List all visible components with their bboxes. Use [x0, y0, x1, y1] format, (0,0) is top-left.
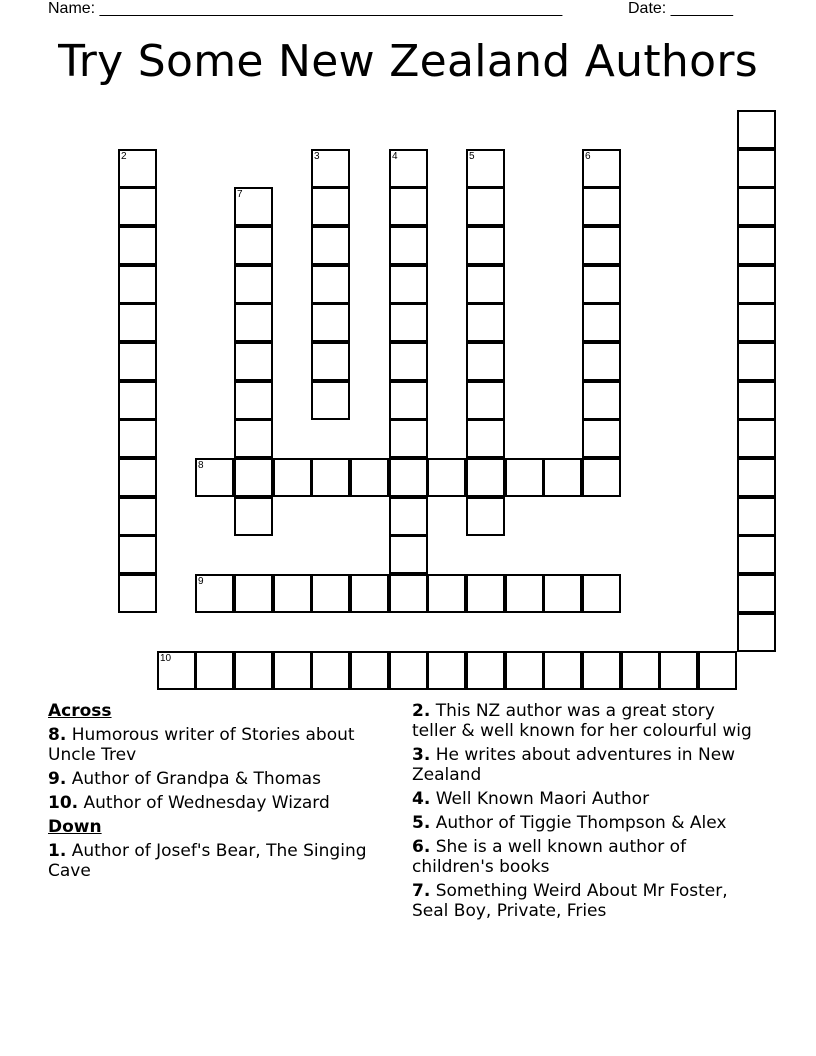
crossword-cell[interactable] — [389, 342, 428, 381]
crossword-cell[interactable] — [466, 226, 505, 265]
crossword-cell[interactable] — [466, 149, 505, 188]
crossword-cell[interactable] — [389, 497, 428, 536]
crossword-cell[interactable] — [737, 419, 776, 458]
clue-item — [412, 881, 762, 921]
crossword-cell[interactable] — [737, 613, 776, 652]
clue-item-number: 5. — [412, 813, 431, 833]
clue-item — [412, 837, 762, 877]
clue-item — [412, 745, 762, 785]
clue-item-text: She is a well known author of children's books — [412, 837, 687, 877]
clue-number: 6 — [585, 151, 591, 162]
crossword-cell[interactable] — [466, 651, 505, 690]
crossword-cell[interactable] — [118, 497, 157, 536]
crossword-cell[interactable] — [195, 574, 234, 613]
crossword-cell[interactable] — [466, 187, 505, 226]
clue-item — [48, 841, 388, 881]
clue-item-number: 2. — [412, 701, 431, 721]
crossword-cell[interactable] — [737, 187, 776, 226]
across-clue-list — [48, 725, 388, 813]
clue-item-number: 10. — [48, 793, 79, 813]
crossword-cell[interactable] — [582, 574, 621, 613]
crossword-cell[interactable] — [737, 226, 776, 265]
crossword-cell[interactable] — [234, 342, 273, 381]
crossword-cell[interactable] — [582, 342, 621, 381]
crossword-cell[interactable] — [234, 458, 273, 497]
clue-item-number: 7. — [412, 881, 431, 901]
crossword-cell[interactable] — [466, 574, 505, 613]
crossword-cell[interactable] — [389, 458, 428, 497]
crossword-cell[interactable] — [118, 226, 157, 265]
crossword-cell[interactable] — [195, 458, 234, 497]
crossword-cell[interactable] — [195, 651, 234, 690]
crossword-cell[interactable] — [118, 535, 157, 574]
clue-item-text: Author of Wednesday Wizard — [78, 793, 330, 813]
crossword-cell[interactable] — [737, 497, 776, 536]
crossword-cell[interactable] — [466, 419, 505, 458]
clue-item — [412, 701, 762, 741]
crossword-cell[interactable] — [582, 303, 621, 342]
crossword-cell[interactable] — [389, 149, 428, 188]
crossword-cell[interactable] — [505, 458, 544, 497]
crossword-cell[interactable] — [273, 651, 312, 690]
clue-item-text: This NZ author was a great story teller & well known for her colourful wig — [412, 701, 752, 741]
crossword-cell[interactable] — [389, 265, 428, 304]
clue-item — [412, 789, 762, 809]
crossword-cell[interactable] — [543, 651, 582, 690]
crossword-cell[interactable] — [582, 187, 621, 226]
crossword-cell[interactable] — [311, 226, 350, 265]
clue-number: 9 — [198, 576, 204, 587]
crossword-cell[interactable] — [118, 419, 157, 458]
crossword-cell[interactable] — [311, 303, 350, 342]
crossword-cell[interactable] — [273, 574, 312, 613]
crossword-cell[interactable] — [311, 381, 350, 420]
crossword-cell[interactable] — [118, 381, 157, 420]
crossword-cell[interactable] — [234, 226, 273, 265]
crossword-cell[interactable] — [234, 574, 273, 613]
crossword-cell[interactable] — [737, 381, 776, 420]
crossword-cell[interactable] — [389, 303, 428, 342]
crossword-cell[interactable] — [389, 381, 428, 420]
clue-number: 7 — [237, 189, 243, 200]
page-title: Try Some New Zealand Authors — [58, 36, 758, 87]
clue-item-text: Well Known Maori Author — [430, 789, 650, 809]
crossword-cell[interactable] — [543, 458, 582, 497]
across-heading: Across — [48, 701, 112, 721]
clue-number: 8 — [198, 460, 204, 471]
crossword-cell[interactable] — [466, 497, 505, 536]
crossword-cell[interactable] — [737, 149, 776, 188]
crossword-cell[interactable] — [234, 303, 273, 342]
crossword-cell[interactable] — [118, 149, 157, 188]
crossword-cell[interactable] — [389, 535, 428, 574]
crossword-cell[interactable] — [350, 574, 389, 613]
crossword-cell[interactable] — [389, 187, 428, 226]
clue-item-number: 8. — [48, 725, 67, 745]
crossword-cell[interactable] — [582, 381, 621, 420]
crossword-cell[interactable] — [427, 574, 466, 613]
clues-right-column — [412, 701, 762, 925]
crossword-cell[interactable] — [582, 458, 621, 497]
crossword-cell[interactable] — [582, 226, 621, 265]
clue-item-text: Author of Josef's Bear, The Singing Cave — [48, 841, 367, 881]
clue-number: 3 — [314, 151, 320, 162]
crossword-cell[interactable] — [234, 265, 273, 304]
name-field-label: Name: ____________________________________________________ — [48, 0, 563, 17]
crossword-cell[interactable] — [389, 574, 428, 613]
crossword-cell[interactable] — [118, 187, 157, 226]
down-heading: Down — [48, 817, 102, 837]
clue-item-number: 1. — [48, 841, 67, 861]
clue-number: 5 — [469, 151, 475, 162]
crossword-cell[interactable] — [737, 574, 776, 613]
crossword-cell[interactable] — [311, 651, 350, 690]
crossword-cell[interactable] — [234, 497, 273, 536]
crossword-cell[interactable] — [466, 458, 505, 497]
crossword-cell[interactable] — [311, 342, 350, 381]
crossword-cell[interactable] — [737, 535, 776, 574]
crossword-cell[interactable] — [427, 458, 466, 497]
crossword-cell[interactable] — [118, 303, 157, 342]
clue-item-number: 4. — [412, 789, 431, 809]
clue-number: 2 — [121, 151, 127, 162]
clue-item-number: 9. — [48, 769, 67, 789]
crossword-cell[interactable] — [659, 651, 698, 690]
crossword-cell[interactable] — [389, 651, 428, 690]
clue-item — [412, 813, 762, 833]
clue-item-text: Author of Tiggie Thompson & Alex — [430, 813, 727, 833]
clue-number: 10 — [160, 653, 172, 664]
clue-item-text: Author of Grandpa & Thomas — [66, 769, 321, 789]
crossword-cell[interactable] — [737, 342, 776, 381]
clue-item — [48, 725, 388, 765]
crossword-cell[interactable] — [118, 342, 157, 381]
crossword-cell[interactable] — [350, 651, 389, 690]
clue-item — [48, 793, 388, 813]
clue-item-text: Humorous writer of Stories about Uncle Trev — [48, 725, 355, 765]
date-field-label: Date: _______ — [628, 0, 733, 17]
clue-number: 4 — [392, 151, 398, 162]
clue-item-text: He writes about adventures in New Zealand — [412, 745, 736, 785]
crossword-cell[interactable] — [737, 110, 776, 149]
crossword-cell[interactable] — [234, 651, 273, 690]
crossword-cell[interactable] — [118, 458, 157, 497]
crossword-cell[interactable] — [582, 419, 621, 458]
clue-item-number: 6. — [412, 837, 431, 857]
crossword-cell[interactable] — [466, 265, 505, 304]
crossword-cell[interactable] — [118, 574, 157, 613]
crossword-cell[interactable] — [543, 574, 582, 613]
crossword-cell[interactable] — [118, 265, 157, 304]
crossword-cell[interactable] — [311, 149, 350, 188]
clue-item-text: Something Weird About Mr Foster, Seal Boy, Private, Fries — [412, 881, 728, 921]
crossword-cell[interactable] — [157, 651, 196, 690]
crossword-cell[interactable] — [698, 651, 737, 690]
crossword-cell[interactable] — [311, 458, 350, 497]
down-clue-list-continued — [412, 701, 762, 921]
crossword-cell[interactable] — [737, 458, 776, 497]
crossword-cell[interactable] — [311, 265, 350, 304]
crossword-cell[interactable] — [350, 458, 389, 497]
clue-item — [48, 769, 388, 789]
clues-left-column — [48, 701, 388, 885]
crossword-cell[interactable] — [389, 419, 428, 458]
crossword-cell[interactable] — [234, 381, 273, 420]
crossword-cell[interactable] — [737, 303, 776, 342]
crossword-cell[interactable] — [737, 265, 776, 304]
crossword-cell[interactable] — [582, 651, 621, 690]
crossword-cell[interactable] — [466, 303, 505, 342]
crossword-cell[interactable] — [273, 458, 312, 497]
crossword-cell[interactable] — [582, 149, 621, 188]
crossword-cell[interactable] — [311, 187, 350, 226]
crossword-cell[interactable] — [427, 651, 466, 690]
down-clue-list — [48, 841, 388, 881]
clue-item-number: 3. — [412, 745, 431, 765]
crossword-cell[interactable] — [505, 574, 544, 613]
crossword-cell[interactable] — [234, 187, 273, 226]
crossword-cell[interactable] — [582, 265, 621, 304]
crossword-cell[interactable] — [311, 574, 350, 613]
crossword-cell[interactable] — [389, 226, 428, 265]
crossword-cell[interactable] — [466, 381, 505, 420]
crossword-cell[interactable] — [621, 651, 660, 690]
crossword-cell[interactable] — [505, 651, 544, 690]
crossword-cell[interactable] — [234, 419, 273, 458]
crossword-cell[interactable] — [466, 342, 505, 381]
